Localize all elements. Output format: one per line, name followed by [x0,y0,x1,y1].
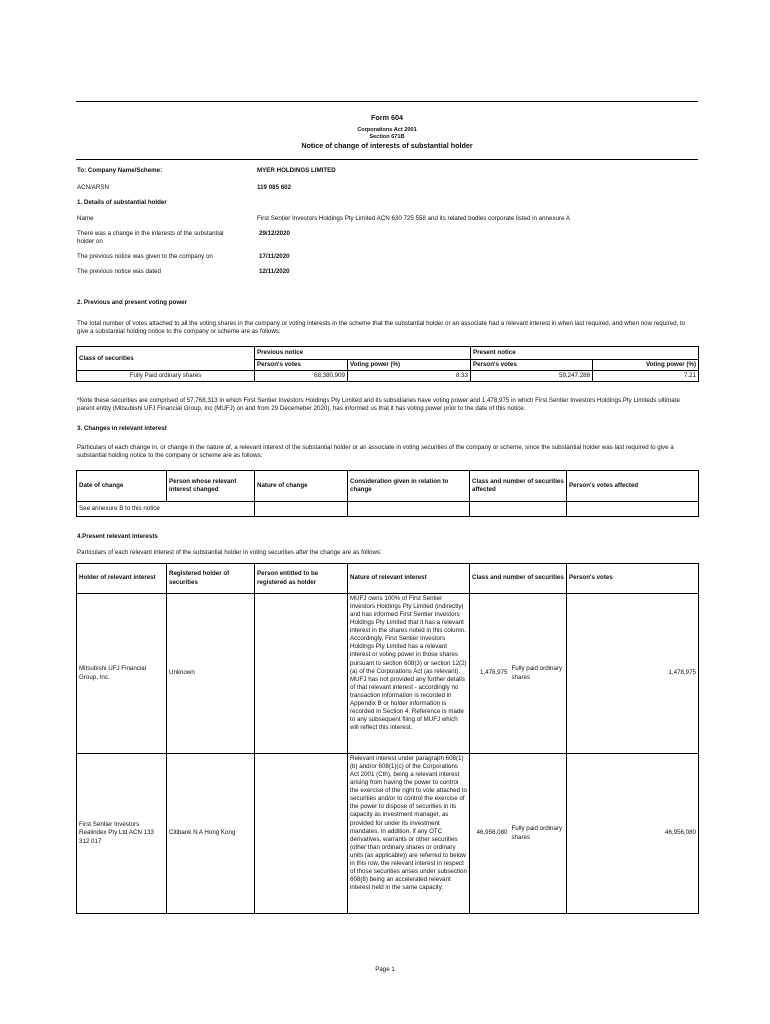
to-label: To: Company Name/Scheme: [77,167,163,174]
voting-power-table [76,346,699,382]
row-prev-power: 8.33 [348,371,471,382]
form-section: Section 671B [369,134,405,140]
col-present-notice: Present notice [471,347,699,360]
col-date-of-change: Date of change [77,471,167,502]
nature-cell: Relevant interest under paragraph 608(1)(b) and/or 608(1)(c) of the Corporations Act 2001 (Cth), being a relevant interest arising from having the power to control the exercise of the right to vote attached to securities and/or to control the exercise of the power to dispose of securities in its capacity as investment manager, as provided for under its investment mandates. In addition, if any OTC derivatives, warrants or other securities (other than ordinary shares or ordinary units (as applicable)) are referred to below in this row, the relevant interest in respect of those securities arises under subsection 608(8) being an accelerated relevant interest held in the same capacity. [348,754,470,914]
person-entitled-cell [255,594,348,754]
relevant-interests-table [76,563,699,914]
top-rule [76,101,698,102]
section1-heading: 1. Details of substantial holder [77,199,167,206]
empty-cell [255,502,348,517]
col-prev-persons-votes: Person's votes [255,360,348,371]
holder-cell: First Sentier Investors Realindex Pty Ltd ACN 133 312 017 [77,754,167,914]
voting-power-note: *Note these securities are comprised of 57,768,313 in which First Sentier Investors Holdings Pty Limited and its subsidiaries have voting power and 1,478,975 in which First Sentier Investors Holdings Pty Limiteds ultimate parent entity (Mitsubishi UFJ Financial Group, Inc (MUFJ) on and from 29 Decemeber 2020), has informed us that it has voting power prior to the date of this notice. [77,397,680,413]
col-pres-voting-power: Voting power (%) [593,360,699,371]
class-cell: Fully paid ordinary shares [510,594,567,754]
person-entitled-cell [255,754,348,914]
annexure-b-reference: See annexure B to this notice [77,502,255,517]
empty-cell [348,502,470,517]
section2-text: The total number of votes attached to all the voting shares in the company or voting interests in the scheme that the substantial holder or an associate had a relevant interest in when last required, and when now required, to give a substantial holding notice to the company or scheme are as follows: [77,320,686,336]
company-name: MYER HOLDINGS LIMITED [257,167,336,174]
col-previous-notice: Previous notice [255,347,471,360]
row-pres-power: 7.21 [593,371,699,382]
row-prev-votes: 68,380,909 [255,371,348,382]
col-nature-of-change: Nature of change [255,471,348,502]
form-subtitle: Notice of change of interests of substantial holder [301,141,473,150]
section3-heading: 3. Changes in relevant interest [77,425,167,432]
col-person-changed: Person whose relevant interest changed [167,471,255,502]
registered-holder-cell: Unknown [167,594,255,754]
empty-cell [470,502,567,517]
prev-dated-value: 12/11/2020 [259,268,290,275]
number-cell: 46,956,080 [470,754,510,914]
col-class-number-affected: Class and number of securities affected [470,471,567,502]
change-date-value: 29/12/2020 [259,230,290,237]
number-cell: 1,478,975 [470,594,510,754]
col-registered-holder: Registered holder of securities [167,564,255,594]
votes-cell: 1,478,975 [567,594,699,754]
holder-cell: Mitsubishi UFJ Financial Group, Inc. [77,594,167,754]
col-persons-votes: Person's votes [567,564,699,594]
col-nature-of-interest: Nature of relevant interest [348,564,470,594]
form-title: Form 604 [371,113,403,122]
section2-heading: 2. Previous and present voting power [77,299,188,306]
prev-dated-label: The previous notice was dated [77,268,161,275]
col-class-of-securities: Class of securities [77,347,255,371]
nature-cell: MUFJ owns 100% of First Sentier Investors Holdings Pty Limited (indirectly) and has informed First Sentier Investors Holdings Pty Limited that it has a relevant interest in the shares noted in this column. Accordingly, First Sentier Investors Holdings Pty Limited has a relevant interest or voting power in those shares pursuant to section 608(3) or section 12(2)(a) of the Corporations Act (as relevant). MUFJ has not provided any further details of that relevant interest - accordingly no transaction information is recorded in Appendix B or holder information is recorded in Section 4. Reference is made to any subsequent filing of MUFJ which will reflect this interest. [348,594,470,754]
registered-holder-cell: Citibank N A Hong Kong [167,754,255,914]
header-divider [76,159,698,160]
col-holder: Holder of relevant interest [77,564,167,594]
section3-text: Particulars of each change in, or change in the nature of, a relevant interest of the substantial holder or an associate in voting securities of the company or scheme, since the substantial holder was last required to give a substantial holding notice to the company or scheme are as follows: [77,444,674,460]
section4-text: Particulars of each relevant interest of the substantial holder in voting securities after the change are as follows: [77,549,382,556]
page-number: Page 1 [375,966,395,973]
prev-given-label: The previous notice was given to the company on [77,253,213,260]
col-consideration: Consideration given in relation to change [348,471,470,502]
col-person-entitled: Person entitled to be registered as holder [255,564,348,594]
changes-table [76,470,699,517]
col-pres-persons-votes: Person's votes [471,360,593,371]
class-cell: Fully paid ordinary shares [510,754,567,914]
col-class-and-number: Class and number of securities [470,564,567,594]
form-act: Corporations Act 2001 [357,127,417,133]
holder-name-value: First Sentier Investors Holdings Pty Limited ACN 630 725 558 and its related bodies corporate listed in annexure A [257,215,570,222]
holder-name-label: Name [77,215,94,222]
acn-label: ACN/ARSN [77,184,109,191]
votes-cell: 46,956,080 [567,754,699,914]
col-votes-affected: Person's votes affected [567,471,699,502]
row-pres-votes: 59,247,288 [471,371,593,382]
change-date-label: There was a change in the interests of the substantial holder on [77,230,224,246]
empty-cell [567,502,699,517]
acn-value: 119 085 602 [257,184,292,191]
row-class: Fully Paid ordinary shares [77,371,255,382]
prev-given-value: 17/11/2020 [259,253,290,260]
col-prev-voting-power: Voting power (%) [348,360,471,371]
section4-heading: 4.Present relevant interests [77,533,158,540]
